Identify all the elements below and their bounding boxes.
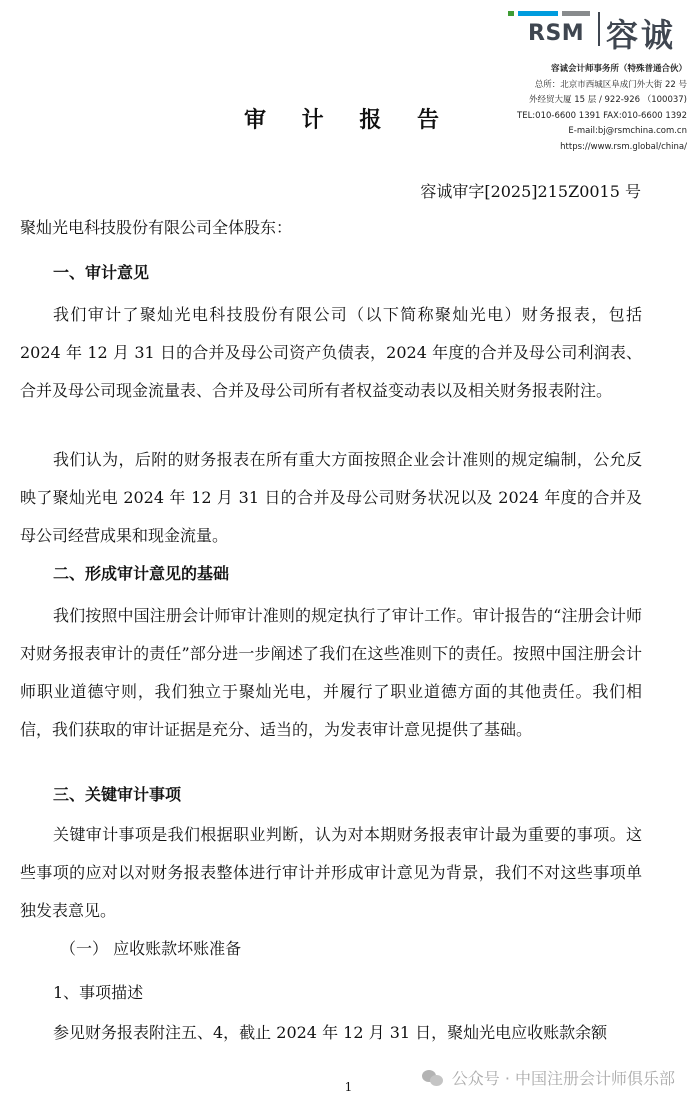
addressee: 聚灿光电科技股份有限公司全体股东：	[20, 218, 293, 237]
logo-brand-text: RSM	[528, 21, 585, 46]
firm-address-line-1: 总所：北京市西城区阜成门外大街 22 号	[534, 79, 687, 90]
paragraph-opinion: 我们认为，后附的财务报表在所有重大方面按照企业会计准则的规定编制，公允反映了聚灿光电 2024 年 12 月 31 日的合并及母公司财务状况以及 2024 年度的合并及母公司经营成果和现金流量。	[20, 450, 642, 545]
logo-chinese-text: 容诚	[606, 16, 677, 54]
logo-separator	[598, 12, 600, 46]
report-title: 审 计 报 告	[244, 108, 453, 133]
firm-email: E-mail:bj@rsmchina.com.cn	[568, 126, 687, 137]
firm-address-line-2: 外经贸大厦 15 层 / 922-926 （100037)	[529, 95, 687, 106]
paragraph-basis: 我们按照中国注册会计师审计准则的规定执行了审计工作。审计报告的“注册会计师对财务报表审计的责任”部分进一步阐述了我们在这些准则下的责任。按照中国注册会计师职业道德守则，我们独立于聚灿光电，并履行了职业道德方面的其他责任。我们相信，我们获取的审计证据是充分、适当的，为发表审计意见提供了基础。	[20, 606, 642, 739]
wechat-icon	[422, 1069, 444, 1087]
wechat-watermark	[422, 1066, 675, 1089]
firm-name: 容诚会计师事务所（特殊普通合伙）	[550, 64, 687, 74]
subsection-receivables: （一） 应收账款坏账准备	[60, 939, 242, 958]
firm-tel-fax: TEL:010-6600 1391 FAX:010-6600 1392	[517, 110, 687, 121]
section-heading-basis: 二、形成审计意见的基础	[53, 564, 230, 583]
firm-website: https://www.rsm.global/china/	[560, 141, 687, 152]
report-number: 容诚审字[2025]215Z0015 号	[420, 182, 641, 201]
paragraph-receivables: 参见财务报表附注五、4，截止 2024 年 12 月 31 日，聚灿光电应收账款余额	[53, 1023, 608, 1042]
item-description-heading: 1、事项描述	[53, 983, 144, 1002]
logo-bar-gray	[562, 11, 590, 16]
page-number: 1	[344, 1080, 353, 1094]
paragraph-audit-scope: 我们审计了聚灿光电科技股份有限公司（以下简称聚灿光电）财务报表，包括 2024 年 12 月 31 日的合并及母公司资产负债表，2024 年度的合并及母公司利润表、合并及母公司现金流量表、合并及母公司所有者权益变动表以及相关财务报表附注。	[20, 305, 642, 400]
paragraph-key-matters: 关键审计事项是我们根据职业判断，认为对本期财务报表审计最为重要的事项。这些事项的应对以对财务报表整体进行审计并形成审计意见为背景，我们不对这些事项单独发表意见。	[20, 825, 642, 920]
section-heading-audit-opinion: 一、审计意见	[53, 263, 150, 282]
logo-bar-green	[508, 11, 514, 16]
rsm-logo	[508, 8, 693, 54]
logo-bar-blue	[518, 11, 558, 16]
watermark-text: 公众号 · 中国注册会计师俱乐部	[451, 1069, 675, 1088]
section-heading-key-matters: 三、关键审计事项	[53, 785, 182, 804]
